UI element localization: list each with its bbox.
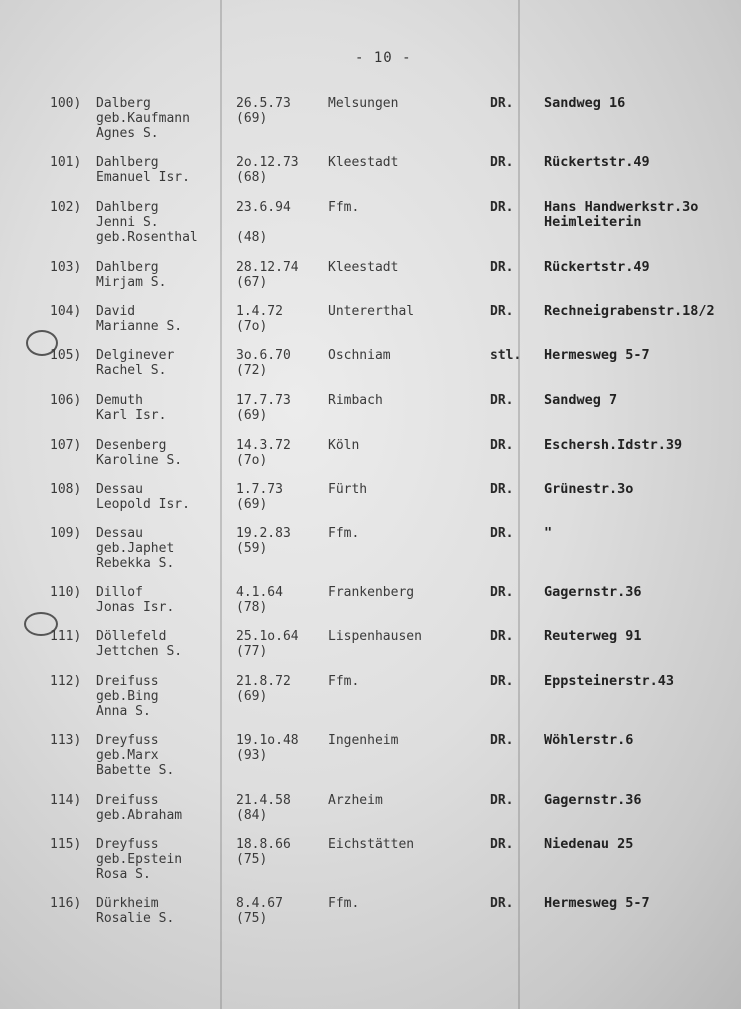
- entry-birthplace: Ffm.: [328, 896, 360, 911]
- entry-name: Anna S.: [96, 704, 151, 719]
- entry-age: (59): [236, 541, 268, 556]
- entry-birthplace: Fürth: [328, 482, 368, 497]
- entry-name: Agnes S.: [96, 126, 159, 141]
- entry-name: Dessau: [96, 482, 143, 497]
- entry-status: DR.: [490, 304, 514, 319]
- entry-birth-date: 8.4.67: [236, 896, 283, 911]
- entry-name: Rosalie S.: [96, 911, 175, 926]
- fold-line: [518, 0, 520, 1009]
- entry-name: Rosa S.: [96, 867, 151, 882]
- entry-address: Niedenau 25: [544, 836, 634, 852]
- entry-number: 104): [50, 304, 82, 319]
- entry-age: (84): [236, 808, 268, 823]
- entry-status: DR.: [490, 200, 514, 215]
- entry-status: DR.: [490, 155, 514, 170]
- entry-status: DR.: [490, 482, 514, 497]
- entry-number: 115): [50, 837, 82, 852]
- entry-birthplace: Ffm.: [328, 674, 360, 689]
- entry-status: DR.: [490, 585, 514, 600]
- entry-birth-date: 14.3.72: [236, 438, 291, 453]
- entry-number: 112): [50, 674, 82, 689]
- entry-name: Leopold Isr.: [96, 497, 190, 512]
- page-number: - 10 -: [355, 50, 412, 66]
- entry-name: Jonas Isr.: [96, 600, 175, 615]
- entry-name: Dahlberg: [96, 200, 159, 215]
- entry-status: stl.: [490, 348, 522, 363]
- entry-birthplace: Rimbach: [328, 393, 383, 408]
- entry-name: David: [96, 304, 136, 319]
- entry-birth-date: 21.4.58: [236, 793, 291, 808]
- entry-name: Desenberg: [96, 438, 167, 453]
- entry-birth-date: 26.5.73: [236, 96, 291, 111]
- entry-birthplace: Ffm.: [328, 200, 360, 215]
- entry-name: Dahlberg: [96, 260, 159, 275]
- entry-birthplace: Arzheim: [328, 793, 383, 808]
- entry-name: Mirjam S.: [96, 275, 167, 290]
- entry-address: Heimleiterin: [544, 214, 642, 230]
- entry-address: Hermesweg 5-7: [544, 895, 650, 911]
- entry-birthplace: Oschniam: [328, 348, 391, 363]
- entry-birth-date: 1.4.72: [236, 304, 283, 319]
- entry-name: Jettchen S.: [96, 644, 183, 659]
- entry-number: 109): [50, 526, 82, 541]
- entry-name: Delginever: [96, 348, 175, 363]
- entry-status: DR.: [490, 733, 514, 748]
- entry-birthplace: Eichstätten: [328, 837, 415, 852]
- entry-address: Gagernstr.36: [544, 584, 642, 600]
- entry-birth-date: 2o.12.73: [236, 155, 299, 170]
- entry-birth-date: 19.1o.48: [236, 733, 299, 748]
- entry-age: (68): [236, 170, 268, 185]
- entry-name: Marianne S.: [96, 319, 183, 334]
- entry-address: Hermesweg 5-7: [544, 347, 650, 363]
- entry-status: DR.: [490, 674, 514, 689]
- entry-birth-date: 1.7.73: [236, 482, 283, 497]
- entry-birthplace: Frankenberg: [328, 585, 415, 600]
- entry-birthplace: Lispenhausen: [328, 629, 422, 644]
- entry-birthplace: Kleestadt: [328, 260, 399, 275]
- entry-status: DR.: [490, 837, 514, 852]
- entry-name: Jenni S.: [96, 215, 159, 230]
- entry-address: Gagernstr.36: [544, 792, 642, 808]
- entry-name: Dessau: [96, 526, 143, 541]
- entry-name: geb.Marx: [96, 748, 159, 763]
- entry-name: Dreyfuss: [96, 733, 159, 748]
- entry-number: 102): [50, 200, 82, 215]
- entry-name: Dreifuss: [96, 674, 159, 689]
- entry-address: Reuterweg 91: [544, 628, 642, 644]
- entry-name: Karoline S.: [96, 453, 183, 468]
- entry-number: 108): [50, 482, 82, 497]
- entry-number: 107): [50, 438, 82, 453]
- entry-number: 106): [50, 393, 82, 408]
- entry-address: Eschersh.Idstr.39: [544, 437, 683, 453]
- entry-status: DR.: [490, 629, 514, 644]
- entry-age: (67): [236, 275, 268, 290]
- entry-birth-date: 4.1.64: [236, 585, 283, 600]
- entry-number: 114): [50, 793, 82, 808]
- entry-age: (7o): [236, 319, 268, 334]
- entry-name: geb.Kaufmann: [96, 111, 190, 126]
- entry-name: geb.Japhet: [96, 541, 175, 556]
- entry-age: (93): [236, 748, 268, 763]
- entry-name: Dillof: [96, 585, 143, 600]
- entry-age: (69): [236, 111, 268, 126]
- entry-number: 100): [50, 96, 82, 111]
- entry-name: Dreifuss: [96, 793, 159, 808]
- entry-birthplace: Untererthal: [328, 304, 415, 319]
- entry-status: DR.: [490, 260, 514, 275]
- entry-name: Dürkheim: [96, 896, 159, 911]
- entry-address: Rückertstr.49: [544, 259, 650, 275]
- entry-birthplace: Ingenheim: [328, 733, 399, 748]
- entry-birth-date: 17.7.73: [236, 393, 291, 408]
- entry-birth-date: 18.8.66: [236, 837, 291, 852]
- entry-status: DR.: [490, 526, 514, 541]
- entry-age: (75): [236, 852, 268, 867]
- entry-address: Eppsteinerstr.43: [544, 673, 675, 689]
- entry-status: DR.: [490, 96, 514, 111]
- entry-address: Rechneigrabenstr.18/2: [544, 303, 715, 319]
- entry-birthplace: Kleestadt: [328, 155, 399, 170]
- entry-birth-date: 19.2.83: [236, 526, 291, 541]
- entry-name: Döllefeld: [96, 629, 167, 644]
- entry-address: ": [544, 525, 553, 541]
- entry-name: Babette S.: [96, 763, 175, 778]
- entry-age: (69): [236, 408, 268, 423]
- entry-birth-date: 3o.6.70: [236, 348, 291, 363]
- entry-address: Wöhlerstr.6: [544, 732, 634, 748]
- entry-birth-date: 28.12.74: [236, 260, 299, 275]
- entry-name: geb.Epstein: [96, 852, 183, 867]
- entry-name: geb.Abraham: [96, 808, 183, 823]
- entry-name: Emanuel Isr.: [96, 170, 190, 185]
- entry-status: DR.: [490, 438, 514, 453]
- entry-birthplace: Melsungen: [328, 96, 399, 111]
- entry-age: (7o): [236, 453, 268, 468]
- fold-line: [220, 0, 222, 1009]
- entry-number: 103): [50, 260, 82, 275]
- entry-age: (69): [236, 689, 268, 704]
- entry-age: (72): [236, 363, 268, 378]
- entry-age: (75): [236, 911, 268, 926]
- entry-birth-date: 25.1o.64: [236, 629, 299, 644]
- entry-number: 110): [50, 585, 82, 600]
- entry-birth-date: 21.8.72: [236, 674, 291, 689]
- entry-age: (78): [236, 600, 268, 615]
- entry-address: Rückertstr.49: [544, 154, 650, 170]
- entry-name: Dahlberg: [96, 155, 159, 170]
- entry-number: 113): [50, 733, 82, 748]
- entry-birthplace: Köln: [328, 438, 360, 453]
- entry-name: Rebekka S.: [96, 556, 175, 571]
- entry-number: 101): [50, 155, 82, 170]
- entry-address: Sandweg 16: [544, 95, 626, 111]
- entry-number: 105): [50, 348, 82, 363]
- entry-name: Rachel S.: [96, 363, 167, 378]
- entry-name: Dreyfuss: [96, 837, 159, 852]
- entry-age: (77): [236, 644, 268, 659]
- entry-name: geb.Rosenthal: [96, 230, 198, 245]
- entry-birth-date: 23.6.94: [236, 200, 291, 215]
- entry-name: Karl Isr.: [96, 408, 167, 423]
- entry-name: Dalberg: [96, 96, 151, 111]
- entry-status: DR.: [490, 393, 514, 408]
- entry-age: (69): [236, 497, 268, 512]
- entry-address: Grünestr.3o: [544, 481, 634, 497]
- entry-status: DR.: [490, 793, 514, 808]
- entry-status: DR.: [490, 896, 514, 911]
- entry-address: Sandweg 7: [544, 392, 618, 408]
- entry-number: 111): [50, 629, 82, 644]
- entry-name: Demuth: [96, 393, 143, 408]
- entry-name: geb.Bing: [96, 689, 159, 704]
- entry-address: Hans Handwerkstr.3o: [544, 199, 699, 215]
- entry-number: 116): [50, 896, 82, 911]
- entry-age: (48): [236, 230, 268, 245]
- entry-birthplace: Ffm.: [328, 526, 360, 541]
